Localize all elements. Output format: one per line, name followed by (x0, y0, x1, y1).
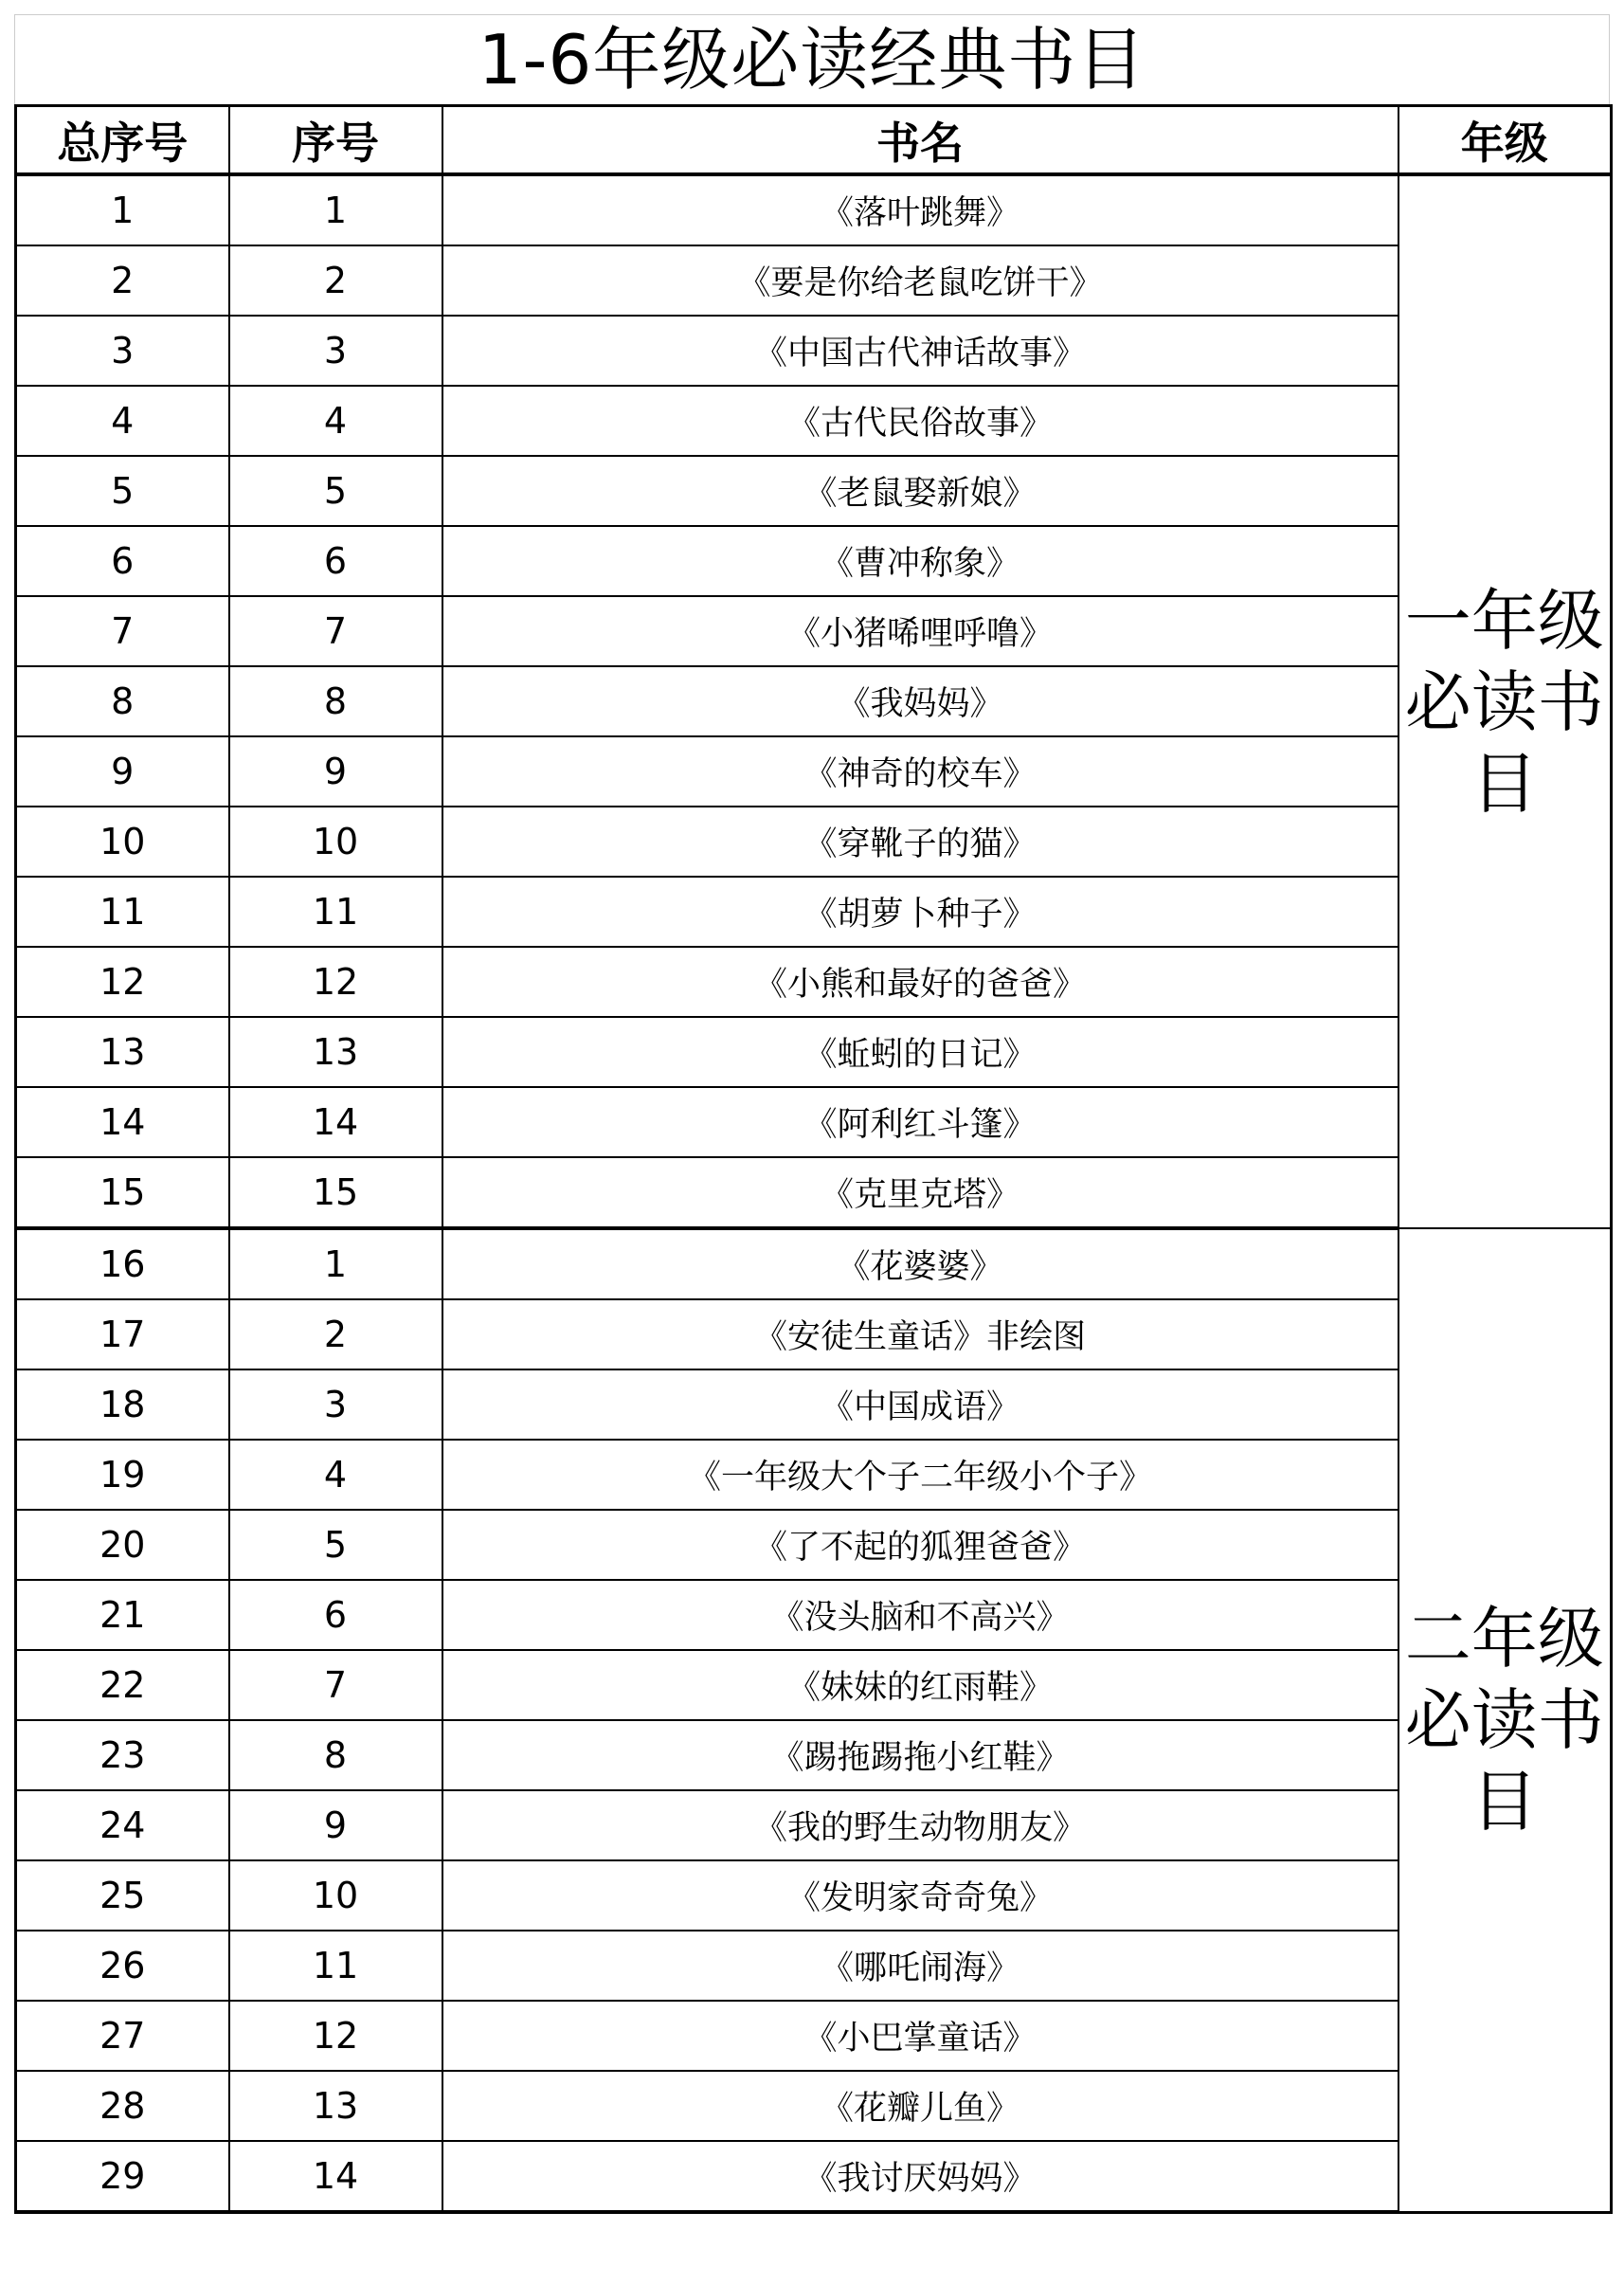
book-title-cell: 《曹冲称象》 (442, 526, 1398, 596)
no-cell: 8 (229, 1720, 442, 1790)
no-cell: 3 (229, 1369, 442, 1440)
total-no-cell: 2 (16, 245, 229, 316)
no-cell: 10 (229, 807, 442, 877)
table-row (16, 1087, 1612, 1157)
total-no-cell: 14 (16, 1087, 229, 1157)
table-row (16, 1440, 1612, 1510)
book-title-cell: 《哪吒闹海》 (442, 1931, 1398, 2001)
total-no-cell: 5 (16, 456, 229, 526)
table-row (16, 316, 1612, 386)
total-no-cell: 22 (16, 1650, 229, 1720)
page-title: 1-6年级必读经典书目 (14, 14, 1610, 104)
book-title-cell: 《我妈妈》 (442, 666, 1398, 736)
header-row (16, 106, 1612, 175)
book-title-cell: 《阿利红斗篷》 (442, 1087, 1398, 1157)
book-title-cell: 《中国古代神话故事》 (442, 316, 1398, 386)
no-cell: 5 (229, 456, 442, 526)
no-cell: 6 (229, 1580, 442, 1650)
table-row (16, 456, 1612, 526)
total-no-cell: 12 (16, 947, 229, 1017)
table-row (16, 1931, 1612, 2001)
table-row (16, 596, 1612, 666)
book-title-cell: 《小猪唏哩呼噜》 (442, 596, 1398, 666)
table-row (16, 947, 1612, 1017)
book-title-cell: 《落叶跳舞》 (442, 174, 1398, 245)
total-no-cell: 6 (16, 526, 229, 596)
table-row (16, 1860, 1612, 1931)
book-title-cell: 《神奇的校车》 (442, 736, 1398, 807)
no-cell: 4 (229, 386, 442, 456)
no-cell: 5 (229, 1510, 442, 1580)
total-no-cell: 23 (16, 1720, 229, 1790)
book-title-cell: 《花婆婆》 (442, 1228, 1398, 1299)
book-title-cell: 《妹妹的红雨鞋》 (442, 1650, 1398, 1720)
no-cell: 7 (229, 596, 442, 666)
table-row (16, 1790, 1612, 1860)
book-title-cell: 《胡萝卜种子》 (442, 877, 1398, 947)
total-no-cell: 19 (16, 1440, 229, 1510)
no-cell: 6 (229, 526, 442, 596)
header-total-no: 总序号 (16, 106, 229, 175)
total-no-cell: 18 (16, 1369, 229, 1440)
no-cell: 11 (229, 877, 442, 947)
total-no-cell: 1 (16, 174, 229, 245)
total-no-cell: 7 (16, 596, 229, 666)
table-row (16, 1228, 1612, 1299)
total-no-cell: 25 (16, 1860, 229, 1931)
table-row (16, 386, 1612, 456)
total-no-cell: 9 (16, 736, 229, 807)
no-cell: 15 (229, 1157, 442, 1228)
table-row (16, 1510, 1612, 1580)
book-title-cell: 《小熊和最好的爸爸》 (442, 947, 1398, 1017)
no-cell: 13 (229, 2071, 442, 2141)
total-no-cell: 16 (16, 1228, 229, 1299)
no-cell: 1 (229, 174, 442, 245)
header-grade: 年级 (1398, 106, 1612, 175)
book-title-cell: 《花瓣儿鱼》 (442, 2071, 1398, 2141)
book-title-cell: 《踢拖踢拖小红鞋》 (442, 1720, 1398, 1790)
book-title-cell: 《安徒生童话》非绘图 (442, 1299, 1398, 1369)
reading-list-sheet (14, 14, 1610, 2214)
table-row (16, 1369, 1612, 1440)
table-row (16, 736, 1612, 807)
total-no-cell: 10 (16, 807, 229, 877)
no-cell: 2 (229, 245, 442, 316)
table-row (16, 2001, 1612, 2071)
no-cell: 9 (229, 736, 442, 807)
no-cell: 14 (229, 1087, 442, 1157)
no-cell: 9 (229, 1790, 442, 1860)
table-row (16, 877, 1612, 947)
no-cell: 2 (229, 1299, 442, 1369)
table-row (16, 666, 1612, 736)
book-title-cell: 《老鼠娶新娘》 (442, 456, 1398, 526)
total-no-cell: 17 (16, 1299, 229, 1369)
no-cell: 13 (229, 1017, 442, 1087)
table-row (16, 1017, 1612, 1087)
book-title-cell: 《了不起的狐狸爸爸》 (442, 1510, 1398, 1580)
total-no-cell: 8 (16, 666, 229, 736)
no-cell: 14 (229, 2141, 442, 2212)
total-no-cell: 15 (16, 1157, 229, 1228)
no-cell: 1 (229, 1228, 442, 1299)
grade-cell: 二年级必读书目 (1398, 1228, 1612, 2212)
total-no-cell: 24 (16, 1790, 229, 1860)
total-no-cell: 28 (16, 2071, 229, 2141)
book-title-cell: 《古代民俗故事》 (442, 386, 1398, 456)
no-cell: 10 (229, 1860, 442, 1931)
total-no-cell: 26 (16, 1931, 229, 2001)
book-title-cell: 《一年级大个子二年级小个子》 (442, 1440, 1398, 1510)
book-title-cell: 《小巴掌童话》 (442, 2001, 1398, 2071)
book-title-cell: 《发明家奇奇兔》 (442, 1860, 1398, 1931)
table-row (16, 807, 1612, 877)
no-cell: 11 (229, 1931, 442, 2001)
total-no-cell: 13 (16, 1017, 229, 1087)
book-title-cell: 《要是你给老鼠吃饼干》 (442, 245, 1398, 316)
table-row (16, 1650, 1612, 1720)
table-row (16, 1299, 1612, 1369)
book-title-cell: 《中国成语》 (442, 1369, 1398, 1440)
total-no-cell: 4 (16, 386, 229, 456)
no-cell: 3 (229, 316, 442, 386)
no-cell: 7 (229, 1650, 442, 1720)
total-no-cell: 27 (16, 2001, 229, 2071)
table-row (16, 245, 1612, 316)
total-no-cell: 3 (16, 316, 229, 386)
book-title-cell: 《我的野生动物朋友》 (442, 1790, 1398, 1860)
book-title-cell: 《没头脑和不高兴》 (442, 1580, 1398, 1650)
book-title-cell: 《我讨厌妈妈》 (442, 2141, 1398, 2212)
table-row (16, 2071, 1612, 2141)
no-cell: 8 (229, 666, 442, 736)
table-row (16, 526, 1612, 596)
header-book: 书名 (442, 106, 1398, 175)
no-cell: 12 (229, 947, 442, 1017)
total-no-cell: 29 (16, 2141, 229, 2212)
book-title-cell: 《克里克塔》 (442, 1157, 1398, 1228)
table-row (16, 1720, 1612, 1790)
total-no-cell: 20 (16, 1510, 229, 1580)
table-row (16, 1580, 1612, 1650)
book-table (14, 104, 1613, 2214)
no-cell: 4 (229, 1440, 442, 1510)
total-no-cell: 21 (16, 1580, 229, 1650)
grade-cell: 一年级必读书目 (1398, 174, 1612, 1228)
table-row (16, 174, 1612, 245)
total-no-cell: 11 (16, 877, 229, 947)
table-row (16, 1157, 1612, 1228)
book-title-cell: 《穿靴子的猫》 (442, 807, 1398, 877)
table-row (16, 2141, 1612, 2212)
no-cell: 12 (229, 2001, 442, 2071)
book-title-cell: 《蚯蚓的日记》 (442, 1017, 1398, 1087)
header-no: 序号 (229, 106, 442, 175)
